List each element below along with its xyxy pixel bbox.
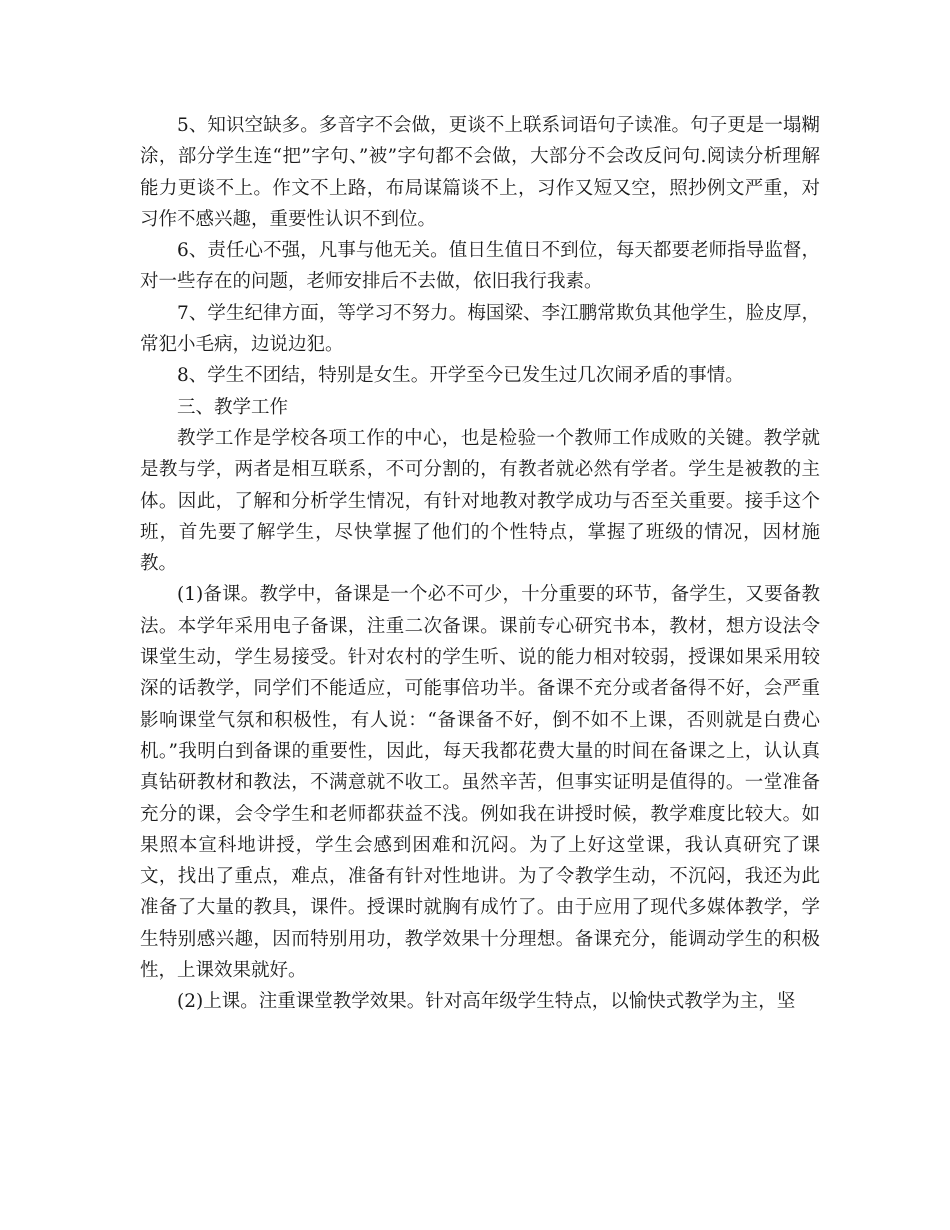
paragraph-discipline: 7、学生纪律方面，等学习不努力。梅国梁、李江鹏常欺负其他学生，脸皮厚，常犯小毛病，边说边犯。 [140,302,820,356]
paragraph-unity: 8、学生不团结，特别是女生。开学至今已发生过几次闹矛盾的事情。 [177,365,744,387]
paragraph-knowledge-gaps: 5、知识空缺多。多音字不会做，更谈不上联系词语句子读准。句子更是一塌糊涂，部分学生连“把”字句、”被”字句都不会做，大部分不会改反问句.阅读分析理解能力更谈不上。作文不上路，布局谋篇谈不上，习作又短又空，照抄例文严重，对习作不感兴趣，重要性认识不到位。 [140,115,820,230]
paragraph-teaching-intro: 教学工作是学校各项工作的中心，也是检验一个教师工作成败的关键。教学就是教与学，两者是相互联系，不可分割的，有教者就必然有学者。学生是被教的主体。因此，了解和分析学生情况，有针对地教对教学成功与否至关重要。接手这个班，首先要了解学生，尽快掌握了他们的个性特点，掌握了班级的情况，因材施教。 [140,427,820,575]
paragraph-responsibility: 6、责任心不强，凡事与他无关。值日生值日不到位，每天都要老师指导监督，对一些存在的问题，老师安排后不去做，依旧我行我素。 [140,240,820,293]
document-body [140,110,820,1018]
section-heading-teaching-work: 三、教学工作 [177,396,289,418]
paragraph-lesson-preparation: (1)备课。教学中，备课是一个必不可少，十分重要的环节，备学生，又要备教法。本学年采用电子备课，注重二次备课。课前专心研究书本，教材，想方设法令课堂生动，学生易接受。针对农村的学生听、说的能力相对较弱，授课如果采用较深的话教学，同学们不能适应，可能事倍功半。备课不充分或者备得不好，会严重影响课堂气氛和积极性，有人说：“备课备不好，倒不如不上课，否则就是白费心机。”我明白到备课的重要性，因此，每天我都花费大量的时间在备课之上，认认真真钻研教材和教法，不满意就不收工。虽然辛苦，但事实证明是值得的。一堂准备充分的课，会令学生和老师都获益不浅。例如我在讲授时候，教学难度比较大。如果照本宣科地讲授，学生会感到困难和沉闷。为了上好这堂课，我认真研究了课文，找出了重点，难点，准备有针对性地讲。为了令教学生动，不沉闷，我还为此准备了大量的教具，课件。授课时就胸有成竹了。由于应用了现代多媒体教学，学生特别感兴趣，因而特别用功，教学效果十分理想。备课充分，能调动学生的积极性，上课效果就好。 [140,584,820,982]
paragraph-classroom-teaching: (2)上课。注重课堂教学效果。针对高年级学生特点，以愉快式教学为主，坚 [177,991,796,1013]
